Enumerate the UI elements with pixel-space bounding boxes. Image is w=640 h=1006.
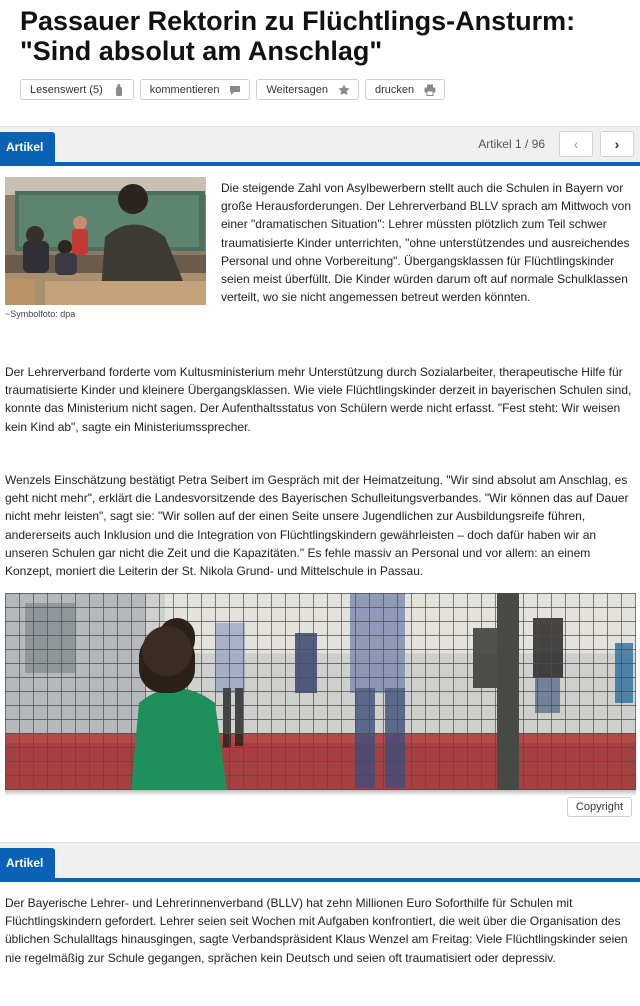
section-tab-artikel[interactable] [0, 132, 55, 162]
fence-illustration [5, 593, 636, 790]
article-headline [20, 6, 630, 66]
photo-caption: ~Symbolfoto: dpa [5, 309, 76, 319]
copyright-button[interactable] [567, 797, 632, 817]
pager-next-button[interactable] [600, 131, 634, 157]
pager-count: Artikel 1 / 96 [478, 137, 545, 151]
section-tab-label-2: Artikel [6, 856, 44, 870]
paragraph-3: Wenzels Einschätzung bestätigt Petra Seibert im Gespräch mit der Heimatzeitung. "Wir sind absolut am Anschlag, es geht nicht mehr", erklärt die Landesvorsitzende des Bayerischen Schulleitungsverbandes. "Wir können das auf Dauer nicht mehr leisten", sagt sie: "Wir sollen auf der einen Seite unsere Jugendlichen zur Ausbildungsreife führen, andererseits auch Inklusion und die Integration von Flüchtlingskindern gewährleisten – doch dafür haben wir an unseren Schulen gar nicht die Zeit und die Kapazitäten." Es fehle massiv an Personal und vor allem: an einem Konzept, moniert die Leiterin der St. Nikola Grund- und Mittelschule in Passau. [5, 473, 629, 579]
section-tab-artikel-2[interactable] [0, 848, 55, 878]
paragraph-1: Die steigende Zahl von Asylbewerbern stellt auch die Schulen in Bayern vor große Herausforderungen. Der Lehrerverband BLLV sprach am Mittwoch von einer "dramatischen Situation": Lehrer müssten plötzlich zum Teil schwer traumatisierte Kinder unterrichten, "ohne unterstützendes und ausreichendes Personal und ohne Vorbereitung". Übergangsklassen für Flüchtlingskinder seien meist überfüllt. Die Kinder würden darum oft auf normale Schulklassen verteilt, wo sie nicht angemessen betreut werden könnten. [221, 181, 631, 305]
chevron-right-icon: › [614, 136, 620, 152]
printer-icon [424, 84, 436, 96]
star-icon [338, 84, 350, 96]
weitersagen-button[interactable] [256, 79, 359, 100]
chevron-left-icon: ‹ [573, 136, 579, 152]
copyright-label: Copyright [575, 801, 623, 813]
paragraph-4: Der Bayerische Lehrer- und Lehrerinnenverband (BLLV) hat zehn Millionen Euro Soforthilfe für Schulen mit Flüchtlingskindern gefordert. Lehrer seien seit Wochen mit Aufgaben konfrontiert, die weit über die Organisation des üblichen Schulalltags hinausgingen, sagte Verbandspräsident Klaus Wenzel am Freitag: Viele Flüchtlingskinder seien nie regelmäßig zur Schule gegangen, sprächen kein Deutsch und seien oft traumatisiert oder depressiv. [5, 896, 628, 965]
pager-prev-button[interactable] [559, 131, 593, 157]
section-tab-label: Artikel [6, 140, 44, 154]
lesenswert-button[interactable] [20, 79, 134, 100]
photo-shadow [5, 790, 636, 796]
fence-photo[interactable] [5, 593, 636, 790]
drucken-button[interactable] [365, 79, 445, 100]
section-bar-1 [0, 126, 640, 166]
weitersagen-label: Weitersagen [266, 83, 329, 96]
section-underline [0, 162, 640, 166]
section-bar-2 [0, 842, 640, 882]
article-pager [478, 131, 634, 157]
section-underline-2 [0, 878, 640, 882]
kommentieren-label: kommentieren [149, 83, 220, 96]
classroom-illustration [5, 177, 206, 305]
comment-icon [229, 84, 241, 96]
drucken-label: drucken [375, 83, 415, 96]
kommentieren-button[interactable] [140, 79, 251, 100]
classroom-photo[interactable] [5, 177, 206, 305]
article-actions [20, 79, 445, 100]
headline-line-1: Passauer Rektorin zu Flüchtlings-Ansturm: [20, 6, 576, 36]
headline-line-2: "Sind absolut am Anschlag" [20, 36, 383, 66]
lesenswert-label: Lesenswert (5) [30, 83, 103, 96]
thumbs-up-icon [113, 84, 125, 96]
paragraph-2: Der Lehrerverband forderte vom Kultusministerium mehr Unterstützung durch Sozialarbeiter, therapeutische Hilfe für traumatisierte Kinder und kleinere Übergangsklassen. Wie viele Flüchtlingskinder derzeit in bayerischen Schulen sind, konnte das Ministerium nicht sagen. Der Aufenthaltsstatus von Schülern werde nicht erfasst. "Fest steht: Wir weisen kein Kind ab", sagte ein Ministeriumssprecher. [5, 365, 632, 434]
